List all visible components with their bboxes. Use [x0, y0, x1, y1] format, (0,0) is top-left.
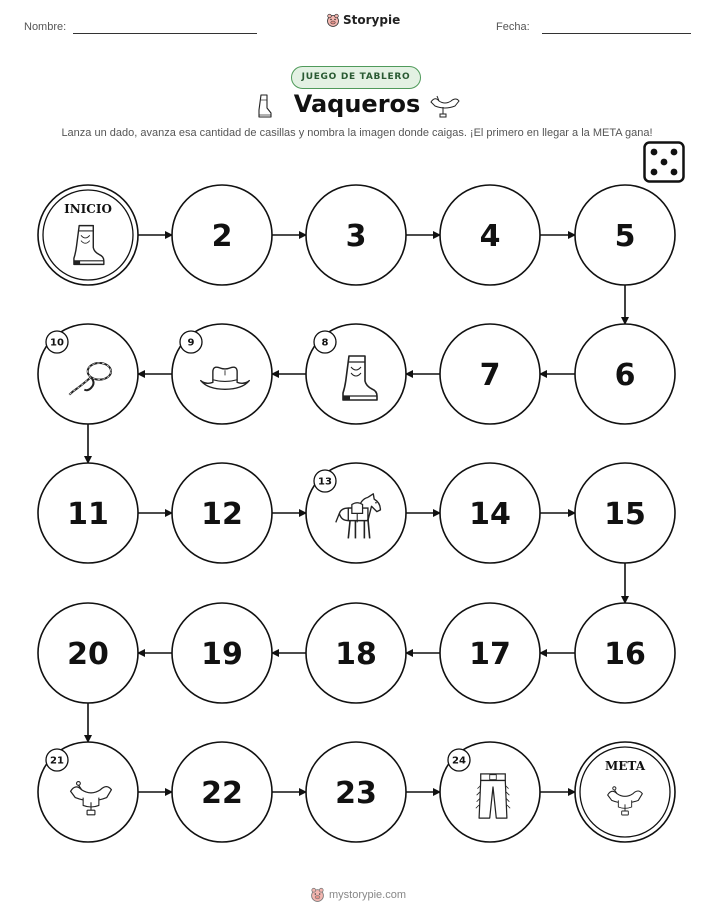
- space-number: 7: [479, 358, 501, 393]
- start-label: INICIO: [64, 202, 112, 216]
- board-space-3[interactable]: [306, 185, 406, 285]
- space-number: 20: [67, 637, 109, 672]
- brand-name: Storypie: [343, 13, 401, 27]
- space-number: 23: [335, 776, 377, 811]
- finish-label: META: [604, 759, 646, 773]
- board-space-20[interactable]: [38, 603, 138, 703]
- board-space-7[interactable]: [440, 324, 540, 424]
- board-space-13[interactable]: [306, 463, 406, 563]
- footer-pig-icon: [310, 887, 325, 902]
- space-number: 14: [469, 497, 511, 532]
- space-circle: [575, 742, 675, 842]
- space-number: 19: [201, 637, 243, 672]
- space-number: 4: [479, 219, 501, 254]
- board-space-8[interactable]: [306, 324, 406, 424]
- space-number: 15: [604, 497, 646, 532]
- space-badge-number: 21: [50, 755, 64, 767]
- space-number: 18: [335, 637, 377, 672]
- space-badge-number: 10: [50, 337, 64, 349]
- board-space-21[interactable]: [38, 742, 138, 842]
- instructions-text: Lanza un dado, avanza esa cantidad de casillas y nombra la imagen donde caigas. ¡El primero en llegar a la META gana!: [61, 127, 653, 139]
- board-space-9[interactable]: [172, 324, 272, 424]
- name-label: Nombre:: [24, 21, 67, 33]
- space-number: 2: [211, 219, 233, 254]
- space-number: 5: [614, 219, 636, 254]
- board-space-meta[interactable]: [575, 742, 675, 842]
- space-number: 11: [67, 497, 109, 532]
- board-space-4[interactable]: [440, 185, 540, 285]
- board-space-10[interactable]: [38, 324, 138, 424]
- space-number: 6: [614, 358, 636, 393]
- board-space-inicio[interactable]: [38, 185, 138, 285]
- board-space-18[interactable]: [306, 603, 406, 703]
- space-number: 22: [201, 776, 243, 811]
- category-pill: JUEGO DE TABLERO: [291, 66, 421, 89]
- space-badge-number: 8: [321, 337, 329, 349]
- footer-url[interactable]: mystorypie.com: [329, 888, 407, 901]
- space-number: 16: [604, 637, 646, 672]
- board-space-22[interactable]: [172, 742, 272, 842]
- board-space-11[interactable]: [38, 463, 138, 563]
- board-space-15[interactable]: [575, 463, 675, 563]
- board-space-24[interactable]: [440, 742, 540, 842]
- space-badge-number: 13: [318, 476, 332, 488]
- board-space-17[interactable]: [440, 603, 540, 703]
- space-number: 12: [201, 497, 243, 532]
- page-title: Vaqueros: [293, 90, 421, 118]
- space-badge-number: 24: [452, 755, 466, 767]
- space-number: 3: [345, 219, 367, 254]
- board-space-14[interactable]: [440, 463, 540, 563]
- board-space-6[interactable]: [575, 324, 675, 424]
- board-space-16[interactable]: [575, 603, 675, 703]
- board-space-23[interactable]: [306, 742, 406, 842]
- date-label: Fecha:: [496, 21, 530, 33]
- board-space-19[interactable]: [172, 603, 272, 703]
- board-space-2[interactable]: [172, 185, 272, 285]
- board-space-5[interactable]: [575, 185, 675, 285]
- board-space-12[interactable]: [172, 463, 272, 563]
- footer: [310, 887, 406, 902]
- space-badge-number: 9: [187, 337, 195, 349]
- space-number: 17: [469, 637, 511, 672]
